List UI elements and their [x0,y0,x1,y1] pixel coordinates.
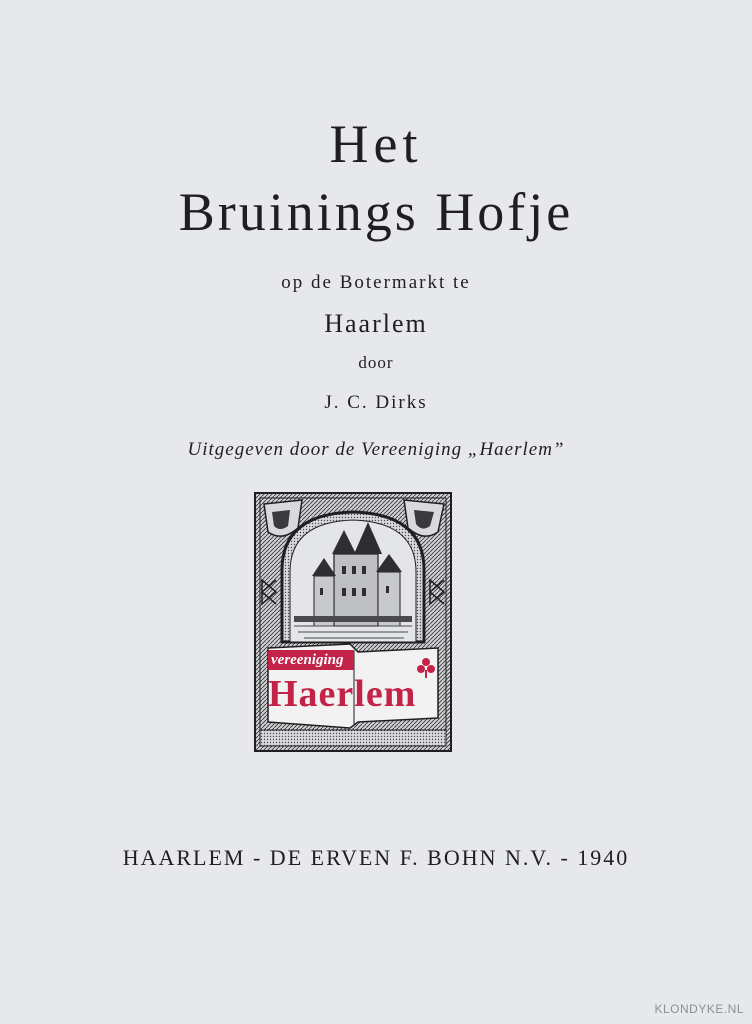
watermark: KLONDYKE.NL [654,1002,744,1016]
emblem-banner-main-text: Haerlem [268,673,417,715]
imprint-line: HAARLEM - DE ERVEN F. BOHN N.V. - 1940 [122,845,630,870]
subtitle: op de Botermarkt te [281,272,471,293]
title-line-1: Het [329,114,423,174]
publisher-note: Uitgegeven door de Vereeniging „Haerlem” [187,439,565,460]
place-name: Haarlem [324,309,428,338]
by-label: door [358,353,394,372]
author-name: J. C. Dirks [324,392,428,413]
emblem-banner-top-text: vereeniging [271,652,344,668]
society-emblem [254,492,452,752]
title-line-2: Bruinings Hofje [178,182,574,242]
